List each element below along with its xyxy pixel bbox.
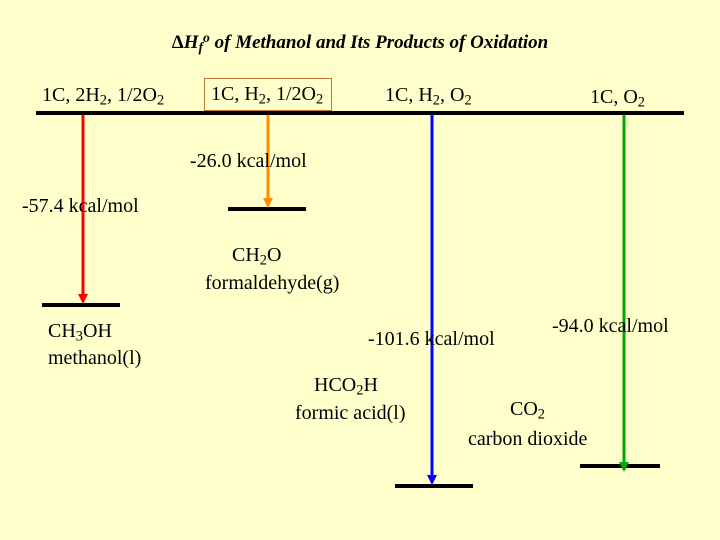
text-part: , 1/2O xyxy=(107,84,157,106)
delta-symbol: Δ xyxy=(171,32,184,53)
h-letter: H xyxy=(183,32,199,53)
formic-acid-name: formic acid(l) xyxy=(295,402,406,424)
title-text: of Methanol and Its Products of Oxidation xyxy=(209,32,549,53)
text-part: 1C, 2H xyxy=(42,84,100,106)
carbon-dioxide-name: carbon dioxide xyxy=(468,428,588,450)
subscript: 3 xyxy=(75,328,83,345)
reactants-methanol xyxy=(42,84,164,107)
text-part: CH xyxy=(48,320,76,342)
text-part: CH xyxy=(232,244,260,266)
text-part: 1C, H xyxy=(385,84,433,106)
subscript: 2 xyxy=(157,92,165,109)
text-part: 1C, O xyxy=(590,86,638,108)
reactants-carbon-dioxide xyxy=(590,86,645,109)
subscript: 2 xyxy=(99,92,107,109)
subscript: 2 xyxy=(259,252,267,269)
text-part: CO xyxy=(510,398,538,420)
text-part: O xyxy=(267,244,282,266)
formaldehyde-enthalpy: -26.0 kcal/mol xyxy=(190,150,307,172)
text-part: , O xyxy=(440,84,465,106)
methanol-formula xyxy=(48,320,112,343)
methanol-name: methanol(l) xyxy=(48,347,142,369)
text-part: HCO xyxy=(314,374,357,396)
subscript: 2 xyxy=(356,382,364,399)
methanol-enthalpy: -57.4 kcal/mol xyxy=(22,195,139,217)
subscript: 2 xyxy=(464,92,472,109)
formaldehyde-name: formaldehyde(g) xyxy=(205,272,340,294)
subscript: 2 xyxy=(432,92,440,109)
formic-acid-enthalpy: -101.6 kcal/mol xyxy=(368,328,495,350)
subscript: 2 xyxy=(637,94,645,111)
formic-acid-formula xyxy=(314,374,378,397)
reactants-formic-acid xyxy=(385,84,472,107)
subscript: 2 xyxy=(316,91,324,108)
carbon-dioxide-enthalpy: -94.0 kcal/mol xyxy=(552,315,669,337)
formaldehyde-formula xyxy=(232,244,281,267)
subscript: 2 xyxy=(258,91,266,108)
reactants-formaldehyde xyxy=(204,78,332,111)
text-part: 1C, H xyxy=(211,83,259,105)
text-part: H xyxy=(363,374,378,396)
carbon-dioxide-formula xyxy=(510,398,545,421)
subscript: 2 xyxy=(537,406,545,423)
text-part: OH xyxy=(83,320,112,342)
h-subscript: f xyxy=(198,39,204,55)
h-superscript: o xyxy=(203,29,210,45)
text-part: , 1/2O xyxy=(266,83,316,105)
